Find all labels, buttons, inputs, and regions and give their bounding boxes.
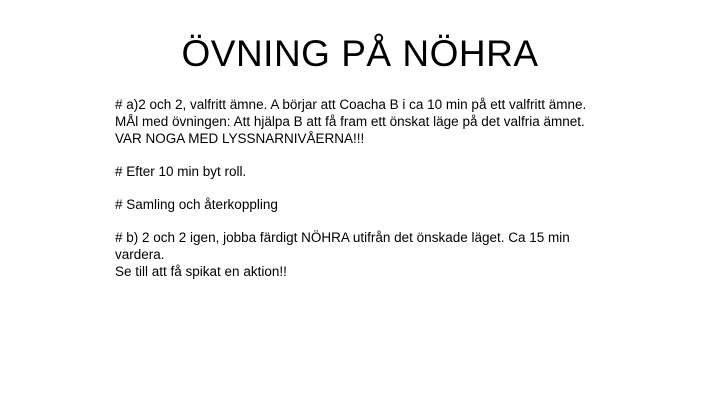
text-line: MÅl med övningen: Att hjälpa B att få fram ett önskat läge på det valfria ämnet.: [115, 114, 585, 129]
slide-title: ÖVNING PÅ NÖHRA: [181, 33, 539, 74]
text-line: VAR NOGA MED LYSSNARNIVÅERNA!!!: [115, 131, 365, 146]
text-line: # Efter 10 min byt roll.: [115, 164, 247, 179]
slide-body: [115, 96, 655, 280]
text-line: # b) 2 och 2 igen, jobba färdigt NÖHRA utifrån det önskade läget. Ca 15 min: [115, 230, 570, 245]
paragraph-feedback: [115, 196, 655, 213]
paragraph-instructions-b: [115, 229, 655, 280]
text-line: vardera.: [115, 247, 165, 262]
text-line: Se till att få spikat en aktion!!: [115, 264, 287, 279]
text-line: # a)2 och 2, valfritt ämne. A börjar att Coacha B i ca 10 min på ett valfritt ämne.: [115, 97, 587, 112]
text-line: # Samling och återkoppling: [115, 197, 278, 212]
paragraph-instructions-a: [115, 96, 655, 147]
paragraph-switch-roles: [115, 163, 655, 180]
